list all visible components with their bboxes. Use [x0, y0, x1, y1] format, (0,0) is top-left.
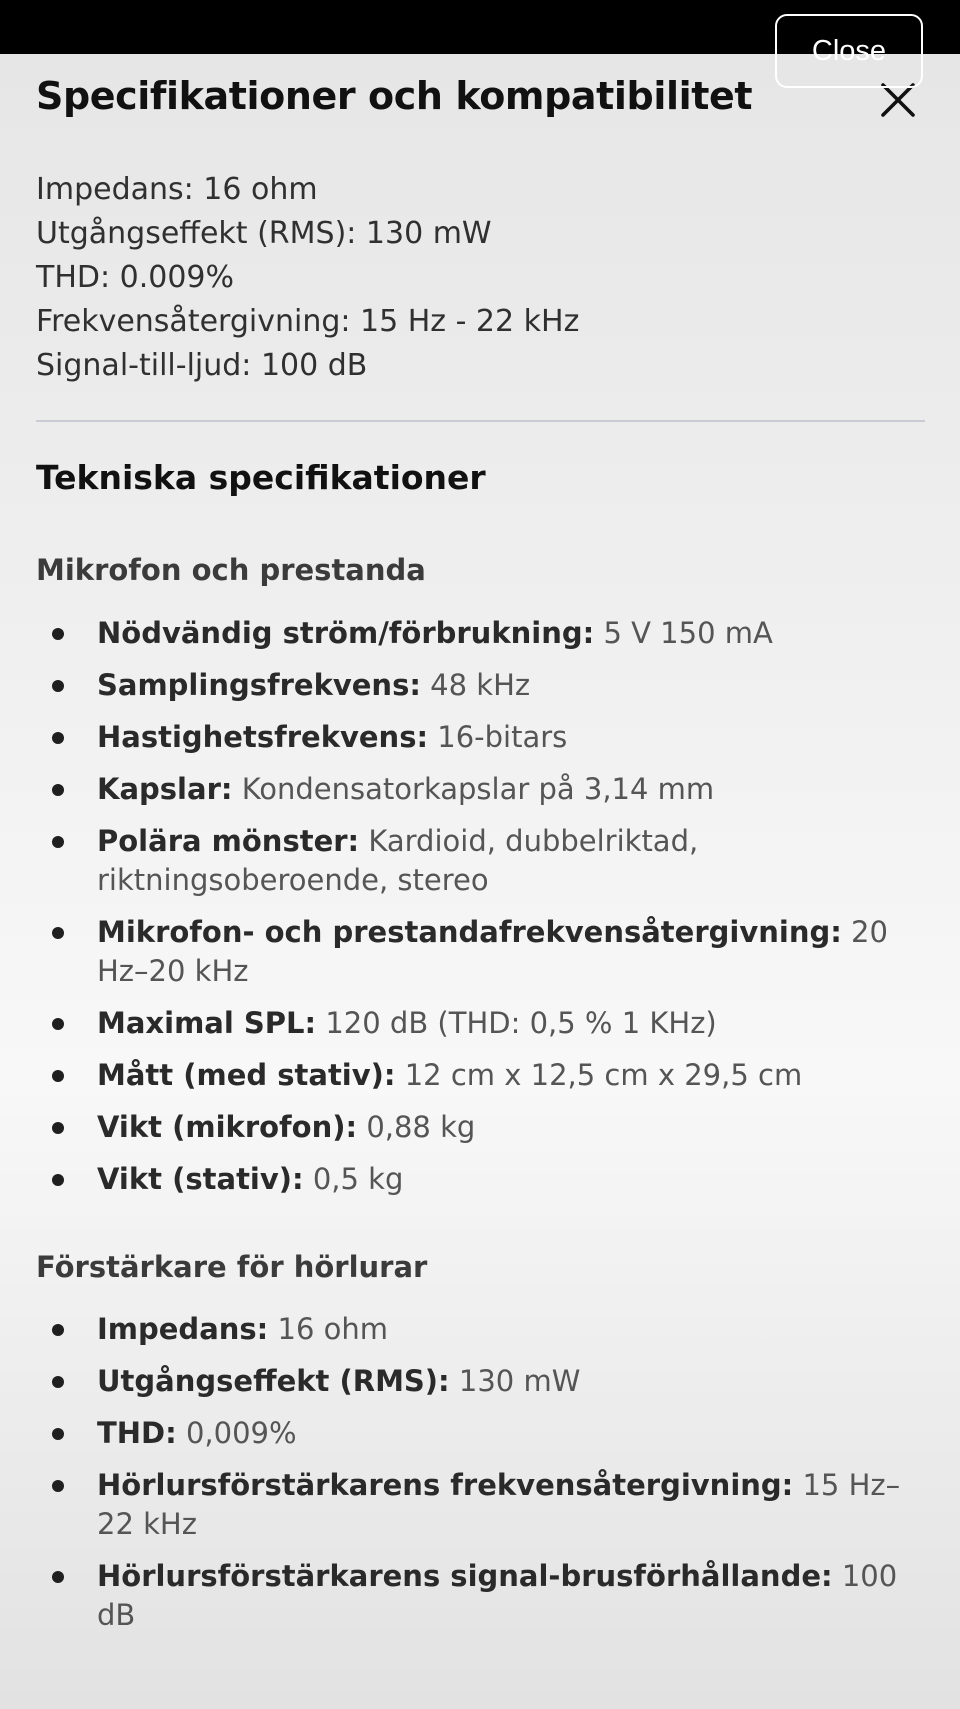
spec-label: Utgångseffekt (RMS): [97, 1364, 450, 1398]
spec-label: Samplingsfrekvens: [97, 668, 421, 702]
bullet-icon [52, 1070, 64, 1082]
spec-label: Kapslar: [97, 772, 233, 806]
bullet-icon [52, 1571, 64, 1583]
bullet-icon [52, 836, 64, 848]
spec-item [36, 1108, 926, 1147]
summary-item: Utgångseffekt (RMS): 130 mW [36, 216, 492, 251]
bullet-icon [52, 1480, 64, 1492]
spec-value: 16 ohm [277, 1312, 388, 1346]
bullet-icon [52, 628, 64, 640]
spec-value: 130 mW [458, 1364, 581, 1398]
spec-item [36, 1557, 926, 1635]
summary-item: Signal-till-ljud: 100 dB [36, 348, 368, 383]
summary-spec-list [36, 168, 579, 388]
spec-value: 48 kHz [430, 668, 531, 702]
spec-item [36, 1056, 926, 1095]
bullet-icon [52, 732, 64, 744]
spec-label: Hörlursförstärkarens frekvensåtergivning: [97, 1468, 794, 1502]
spec-item [36, 1310, 926, 1349]
bullet-icon [52, 927, 64, 939]
spec-value: 20 Hz–20 kHz [97, 915, 888, 988]
spec-label: Polära mönster: [97, 824, 360, 858]
bullet-icon [52, 784, 64, 796]
spec-value: 100 dB [97, 1559, 898, 1632]
spec-item [36, 1362, 926, 1401]
summary-item: Impedans: 16 ohm [36, 172, 318, 207]
tech-specs-heading: Tekniska specifikationer [36, 458, 486, 497]
spec-item [36, 913, 926, 991]
bullet-icon [52, 680, 64, 692]
spec-value: 16-bitars [437, 720, 568, 754]
spec-label: Maximal SPL: [97, 1006, 317, 1040]
spec-value: 120 dB (THD: 0,5 % 1 KHz) [325, 1006, 717, 1040]
spec-value: 12 cm x 12,5 cm x 29,5 cm [404, 1058, 803, 1092]
bullet-icon [52, 1376, 64, 1388]
summary-item: Frekvensåtergivning: 15 Hz - 22 kHz [36, 304, 580, 339]
spec-label: Hörlursförstärkarens signal-brusförhållande: [97, 1559, 833, 1593]
spec-item [36, 770, 926, 809]
spec-value: 15 Hz–22 kHz [97, 1468, 901, 1541]
spec-label: Vikt (stativ): [97, 1162, 304, 1196]
spec-item [36, 614, 926, 653]
spec-label: Nödvändig ström/förbrukning: [97, 616, 595, 650]
bullet-icon [52, 1324, 64, 1336]
headphone-amp-spec-list [36, 1310, 926, 1648]
bullet-icon [52, 1428, 64, 1440]
spec-value: 5 V 150 mA [603, 616, 773, 650]
spec-value: Kardioid, dubbelriktad, riktningsoberoende, stereo [97, 824, 699, 897]
bullet-icon [52, 1122, 64, 1134]
spec-value: 0,009% [185, 1416, 297, 1450]
bullet-icon [52, 1018, 64, 1030]
bullet-icon [52, 1174, 64, 1186]
spec-item [36, 666, 926, 705]
spec-value: 0,5 kg [312, 1162, 404, 1196]
summary-item: THD: 0.009% [36, 260, 235, 295]
close-button[interactable]: Close [775, 14, 923, 88]
microphone-spec-list [36, 614, 926, 1212]
spec-label: THD: [97, 1416, 177, 1450]
spec-label: Vikt (mikrofon): [97, 1110, 358, 1144]
spec-item [36, 1160, 926, 1199]
spec-item [36, 822, 926, 900]
headphone-amp-section-heading: Förstärkare för hörlurar [36, 1250, 428, 1284]
spec-item [36, 1466, 926, 1544]
spec-item [36, 1414, 926, 1453]
spec-label: Mikrofon- och prestandafrekvensåtergivning: [97, 915, 842, 949]
spec-value: 0,88 kg [366, 1110, 476, 1144]
spec-value: Kondensatorkapslar på 3,14 mm [241, 772, 715, 806]
spec-item [36, 1004, 926, 1043]
spec-label: Mått (med stativ): [97, 1058, 396, 1092]
spec-label: Impedans: [97, 1312, 269, 1346]
microphone-section-heading: Mikrofon och prestanda [36, 553, 426, 587]
spec-item [36, 718, 926, 757]
divider [36, 420, 925, 422]
spec-label: Hastighetsfrekvens: [97, 720, 429, 754]
panel-title: Specifikationer och kompatibilitet [36, 74, 753, 118]
